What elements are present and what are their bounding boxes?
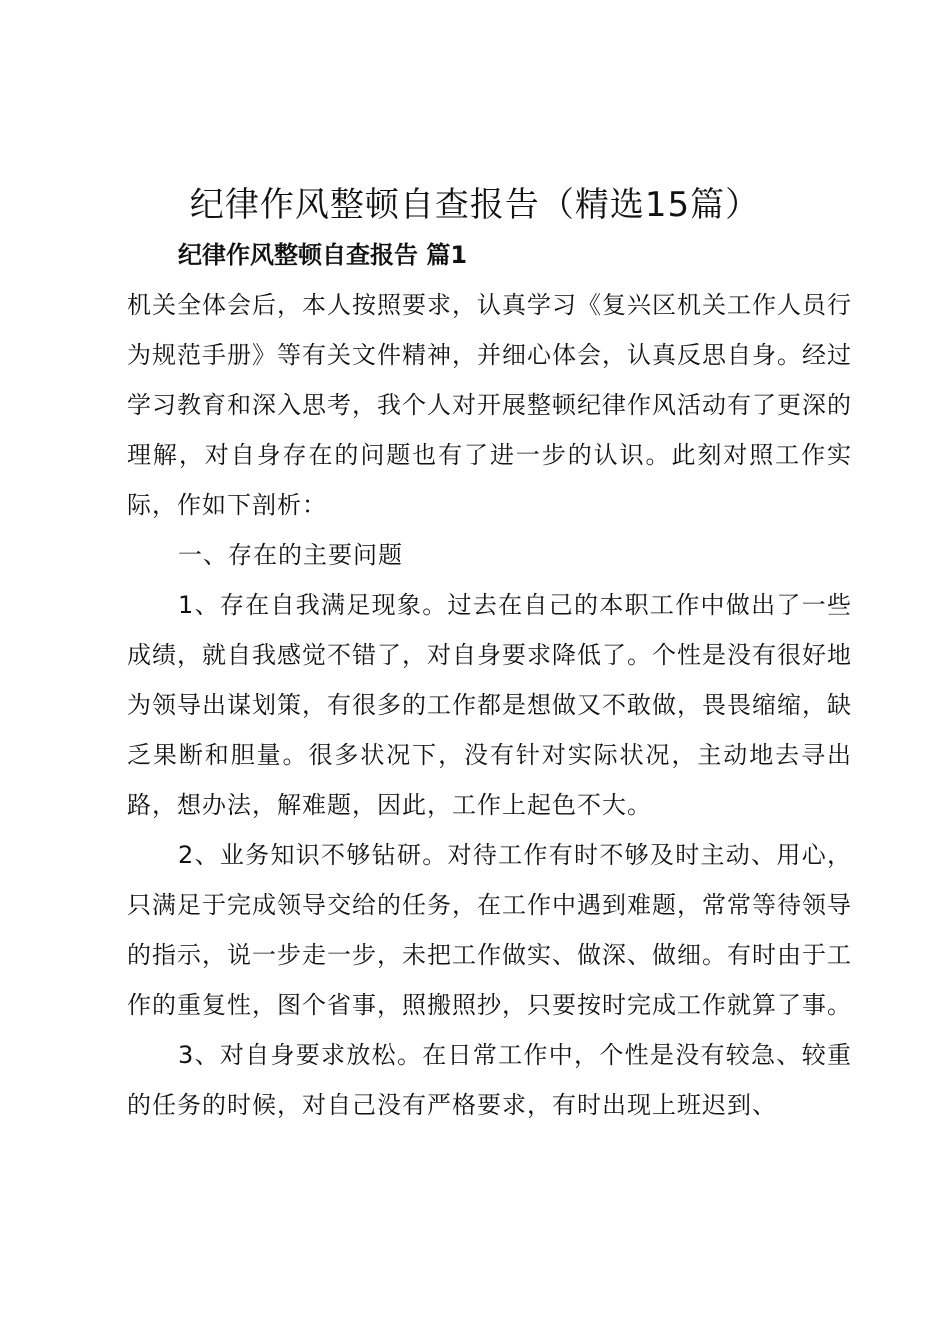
paragraph-item-3: 3、对自身要求放松。在日常工作中，个性是没有较急、较重的任务的时候，对自己没有严格要求，有时出现上班迟到、: [127, 1041, 852, 1119]
section-heading: 纪律作风整顿自查报告 篇1: [178, 241, 468, 269]
paragraph-heading-problems: 一、存在的主要问题: [178, 541, 403, 569]
document-title: 纪律作风整顿自查报告（精选15篇）: [189, 185, 761, 225]
document-body: [127, 280, 852, 1130]
paragraph-item-1: 1、存在自我满足现象。过去在自己的本职工作中做出了一些成绩，就自我感觉不错了，对自身要求降低了。个性是没有很好地为领导出谋划策，有很多的工作都是想做又不敢做，畏畏缩缩，缺乏果断和胆量。很多状况下，没有针对实际状况，主动地去寻出路，想办法，解难题，因此，工作上起色不大。: [127, 591, 852, 819]
paragraph-item-2: 2、业务知识不够钻研。对待工作有时不够及时主动、用心，只满足于完成领导交给的任务，在工作中遇到难题，常常等待领导的指示，说一步走一步，未把工作做实、做深、做细。有时由于工作的重复性，图个省事，照搬照抄，只要按时完成工作就算了事。: [127, 841, 852, 1019]
paragraph-intro: 机关全体会后，本人按照要求，认真学习《复兴区机关工作人员行为规范手册》等有关文件精神，并细心体会，认真反思自身。经过学习教育和深入思考，我个人对开展整顿纪律作风活动有了更深的理解，对自身存在的问题也有了进一步的认识。此刻对照工作实际，作如下剖析：: [127, 291, 852, 519]
